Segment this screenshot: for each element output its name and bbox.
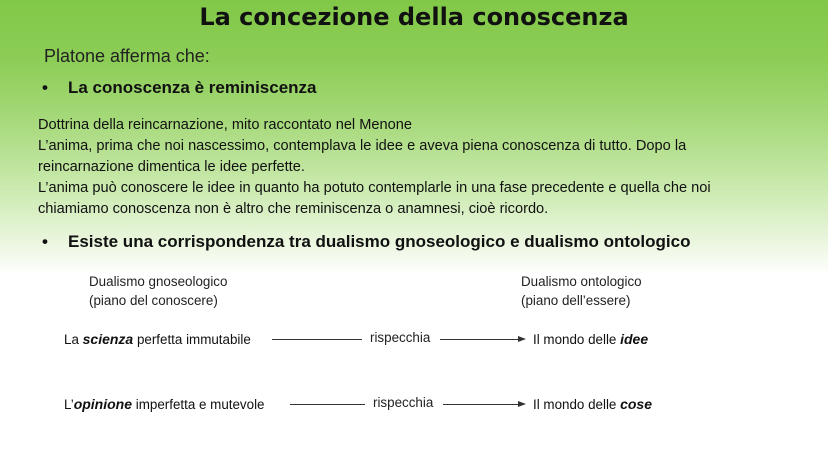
paragraph-line: L’anima può conoscere le idee in quanto ha potuto contemplarle in una fase precedente e quella che noi [38,180,711,196]
bullet-reminiscence-text: La conoscenza è reminiscenza [68,78,317,97]
opinion-emphasis: opinione [73,396,133,412]
paragraph-line: reincarnazione dimentica le idee perfette. [38,159,305,175]
ideas-prefix: Il mondo delle [533,332,621,347]
opinion-suffix: imperfetta e mutevole [132,397,265,412]
ontological-heading: Dualismo ontologico [521,274,642,289]
ontological-column-header [521,272,642,310]
paragraph-line: Dottrina della reincarnazione, mito raccontato nel Menone [38,117,412,133]
opinion-prefix: L’ [64,397,74,412]
slide-title: La concezione della conoscenza [199,3,629,31]
science-emphasis: scienza [82,331,134,347]
bullet-dot-icon: • [42,78,48,97]
opinion-label [64,396,265,412]
arrow-right-icon [518,336,526,342]
gnoseological-column-header [89,272,227,310]
arrow-line-left [272,339,362,340]
paragraph-line: L’anima, prima che noi nascessimo, contemplava le idee e aveva piena conoscenza di tutto. Dopo la [38,138,687,154]
world-of-ideas-label [533,331,648,347]
science-label [64,331,251,347]
bullet-dot-icon: • [42,232,48,251]
science-prefix: La [64,332,83,347]
relation-label: rispecchia [373,395,434,410]
bullet-reminiscence [42,78,317,98]
intro-text: Platone afferma che: [44,46,210,66]
things-prefix: Il mondo delle [533,397,621,412]
gnoseological-heading: Dualismo gnoseologico [89,274,228,289]
ideas-emphasis: idee [620,331,649,347]
paragraph-line: chiamiamo conoscenza non è altro che reminiscenza o anamnesi, cioè ricordo. [38,201,549,217]
gnoseological-subheading: (piano del conoscere) [89,293,218,308]
bullet-dualism [42,232,690,252]
bullet-dualism-text: Esiste una corrispondenza tra dualismo gnoseologico e dualismo ontologico [68,232,691,251]
science-suffix: perfetta immutabile [133,332,251,347]
arrow-line-left [290,404,365,405]
ontological-subheading: (piano dell’essere) [521,293,631,308]
arrow-right-icon [518,401,526,407]
world-of-things-label [533,396,652,412]
relation-label: rispecchia [370,330,431,345]
arrow-line-right [443,404,518,405]
arrow-line-right [440,339,518,340]
reincarnation-paragraph [38,115,818,220]
things-emphasis: cose [620,396,653,412]
